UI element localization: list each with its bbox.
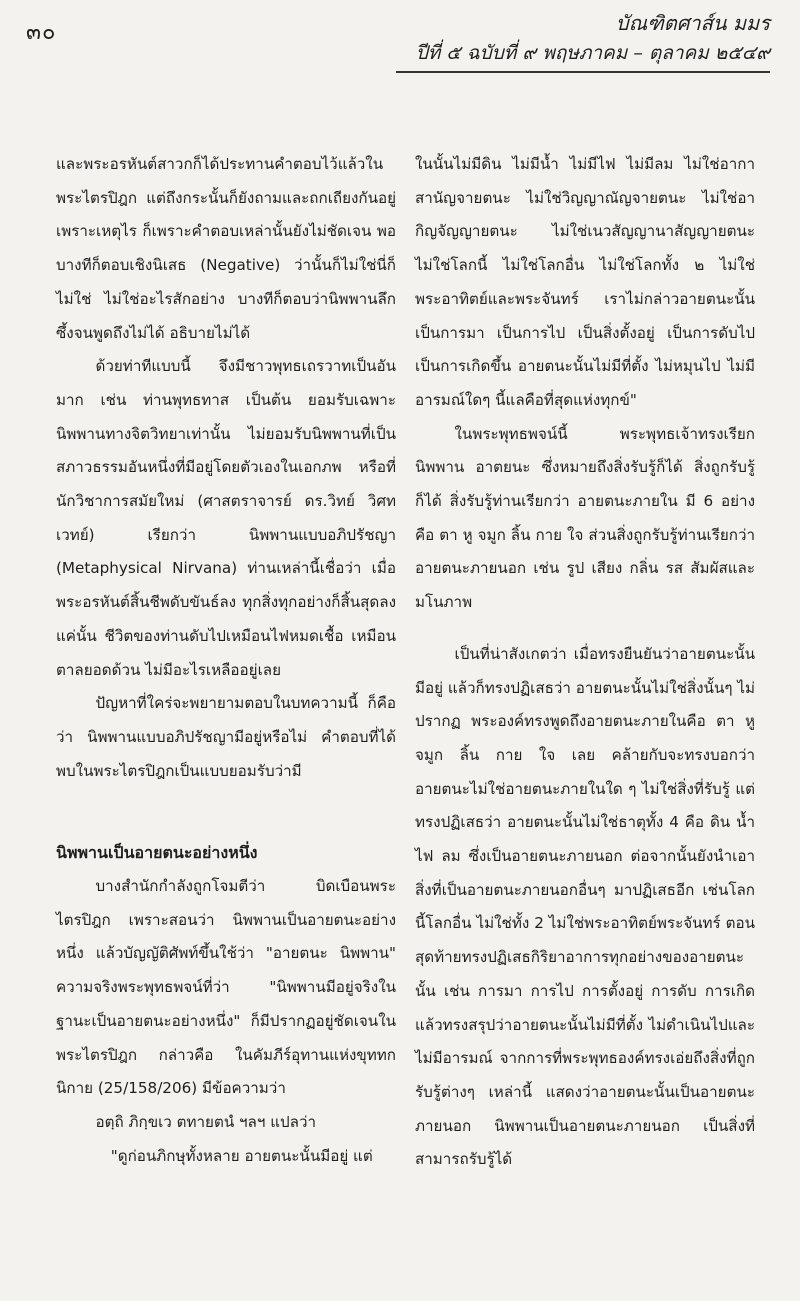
paragraph: ปัญหาที่ใคร่จะพยายามตอบในบทความนี้ ก็คือว่า นิพพานแบบอภิปรัชญามีอยู่หรือไม่ คำตอบที่ได้พบในพระไตรปิฎกเป็นแบบยอมรับว่ามี [56, 694, 396, 780]
paragraph: เป็นที่น่าสังเกตว่า เมื่อทรงยืนยันว่าอายตนะนั้นมีอยู่ แล้วก็ทรงปฏิเสธว่า อายตนะนั้นไม่ใช่สิ่งนั้นๆ ไม่ปรากฏ พระองค์ทรงพูดถึงอายตนะภายในคือ ตา หู จมูก ลิ้น กาย ใจ เลย คล้ายกับจะทรงบอกว่า อายตนะไม่ใช่อายตนะภายในใด ๆ ไม่ใช่สิ่งที่รับรู้ แต่ทรงปฏิเสธว่า อายตนะนั้นไม่ใช่ธาตุทั้ง 4 คือ ดิน น้ำ ไฟ ลม ซึ่งเป็นอายตนะภายนอก ต่อจากนั้นยังนำเอาสิ่งที่เป็นอายตนะภายนอกอื่นๆ มาปฏิเสธอีก เช่นโลกนี้โลกอื่น ไม่ใช่ทั้ง 2 ไม่ใช่พระอาทิตย์พระจันทร์ ตอนสุดท้ายทรงปฏิเสธกิริยาอาการทุกอย่างของอายตนะนั้น เช่น การมา การไป การตั้งอยู่ การดับ การเกิด แล้วทรงสรุปว่าอายตนะนั้นไม่มีที่ตั้ง ไม่ดำเนินไปและไม่มีอารมณ์ จากการที่พระพุทธองค์ทรงเอ่ยถึงสิ่งที่ถูกรับรู้ต่างๆ เหล่านี้ แสดงว่าอายตนะนั้นเป็นอายตนะภายนอก นิพพานเป็นอายตนะภายนอก เป็นสิ่งที่สามารถรับรู้ได้ [415, 644, 755, 1169]
running-head [416, 8, 770, 68]
right-column [415, 148, 755, 1177]
paragraph: บางสำนักกำลังถูกโจมตีว่า บิดเบือนพระไตรปิฎก เพราะสอนว่า นิพพานเป็นอายตนะอย่างหนึ่ง แล้วบัญญัติศัพท์ขึ้นใช้ว่า "อายตนะ นิพพาน" ความจริงพระพุทธพจน์ที่ว่า "นิพพานมีอยู่จริงในฐานะเป็นอายตนะอย่างหนึ่ง" ก็มีปรากฏอยู่ชัดเจนในพระไตรปิฎก กล่าวคือ ในคัมภีร์อุทานแห่งขุททกนิกาย (25/158/206) มีข้อความว่า [56, 877, 396, 1098]
left-column [56, 148, 396, 1173]
pali-quote: อตฺถิ ภิกฺขเว ตทายตนํ ฯลฯ แปลว่า [95, 1112, 317, 1131]
paragraph: ในนั้นไม่มีดิน ไม่มีน้ำ ไม่มีไฟ ไม่มีลม ไม่ใช่อากาสานัญจายตนะ ไม่ใช่วิญญาณัญจายตนะ ไม่ใช่อากิญจัญญายตนะ ไม่ใช่เนวสัญญานาสัญญายตนะ ไม่ใช่โลกนี้ ไม่ใช่โลกอื่น ไม่ใช่โลกทั้ง ๒ ไม่ใช่พระอาทิตย์และพระจันทร์ เราไม่กล่าวอายตนะนั้นเป็นการมา เป็นการไป เป็นสิ่งตั้งอยู่ เป็นการดับไป เป็นการเกิดขึ้น อายตนะนั้นไม่มีที่ตั้ง ไม่หมุนไป ไม่มีอารมณ์ใดๆ นี้แลคือที่สุดแห่งทุกข์" [415, 155, 755, 409]
header-rule [396, 71, 770, 73]
page-number: ๓๐ [26, 20, 57, 45]
translation-quote: "ดูก่อนภิกษุทั้งหลาย อายตนะนั้นมีอยู่ แต่ [110, 1146, 373, 1165]
issue-line: ปีที่ ๕ ฉบับที่ ๙ พฤษภาคม – ตุลาคม ๒๕๔๙ [415, 42, 770, 64]
paragraph: และพระอรหันต์สาวกก็ได้ประทานคำตอบไว้แล้วในพระไตรปิฎก แต่ถึงกระนั้นก็ยังถามและถกเถียงกันอยู่ เพราะเหตุไร ก็เพราะคำตอบเหล่านั้นยังไม่ชัดเจน พอ บางทีก็ตอบเชิงนิเสธ (Negative) ว่านั้นก็ไม่ใช่นี่ก็ไม่ใช่ ไม่ใช่อะไรสักอย่าง บางทีก็ตอบว่านิพพานลึกซึ้งจนพูดถึงไม่ได้ อธิบายไม่ได้ [56, 155, 396, 342]
paragraph: ในพระพุทธพจน์นี้ พระพุทธเจ้าทรงเรียกนิพพาน อาตยนะ ซึ่งหมายถึงสิ่งรับรู้ก็ได้ สิ่งถูกรับรู้ก็ได้ สิ่งรับรู้ท่านเรียกว่า อายตนะภายใน มี 6 อย่างคือ ตา หู จมูก ลิ้น กาย ใจ ส่วนสิ่งถูกรับรู้ท่านเรียกว่า อายตนะภายนอก เช่น รูป เสียง กลิ่น รส สัมผัสและมโนภาพ [415, 424, 755, 612]
journal-title: บัณฑิตศาส์น มมร [615, 11, 770, 35]
section-heading: นิพพานเป็นอายตนะอย่างหนึ่ง [56, 843, 258, 863]
paragraph: ด้วยท่าทีแบบนี้ จึงมีชาวพุทธเถรวาทเป็นอันมาก เช่น ท่านพุทธทาส เป็นต้น ยอมรับเฉพาะนิพพานทางจิตวิทยาเท่านั้น ไม่ยอมรับนิพพานที่เป็นสภาวธรรมอันหนึ่งที่มีอยู่โดยตัวเองในเอกภพ หรือที่นักวิชาการสมัยใหม่ (ศาสตราจารย์ ดร.วิทย์ วิศทเวทย์) เรียกว่า นิพพานแบบอภิปรัชญา (Metaphysical Nirvana) ท่านเหล่านี้เชื่อว่า เมื่อพระอรหันต์สิ้นชีพดับขันธ์ลง ทุกสิ่งทุกอย่างก็สิ้นสุดลงแค่นั้น ชีวิตของท่านดับไปเหมือนไฟหมดเชื้อ เหมือนตาลยอดด้วน ไม่มีอะไรเหลืออยู่เลย [56, 357, 396, 679]
